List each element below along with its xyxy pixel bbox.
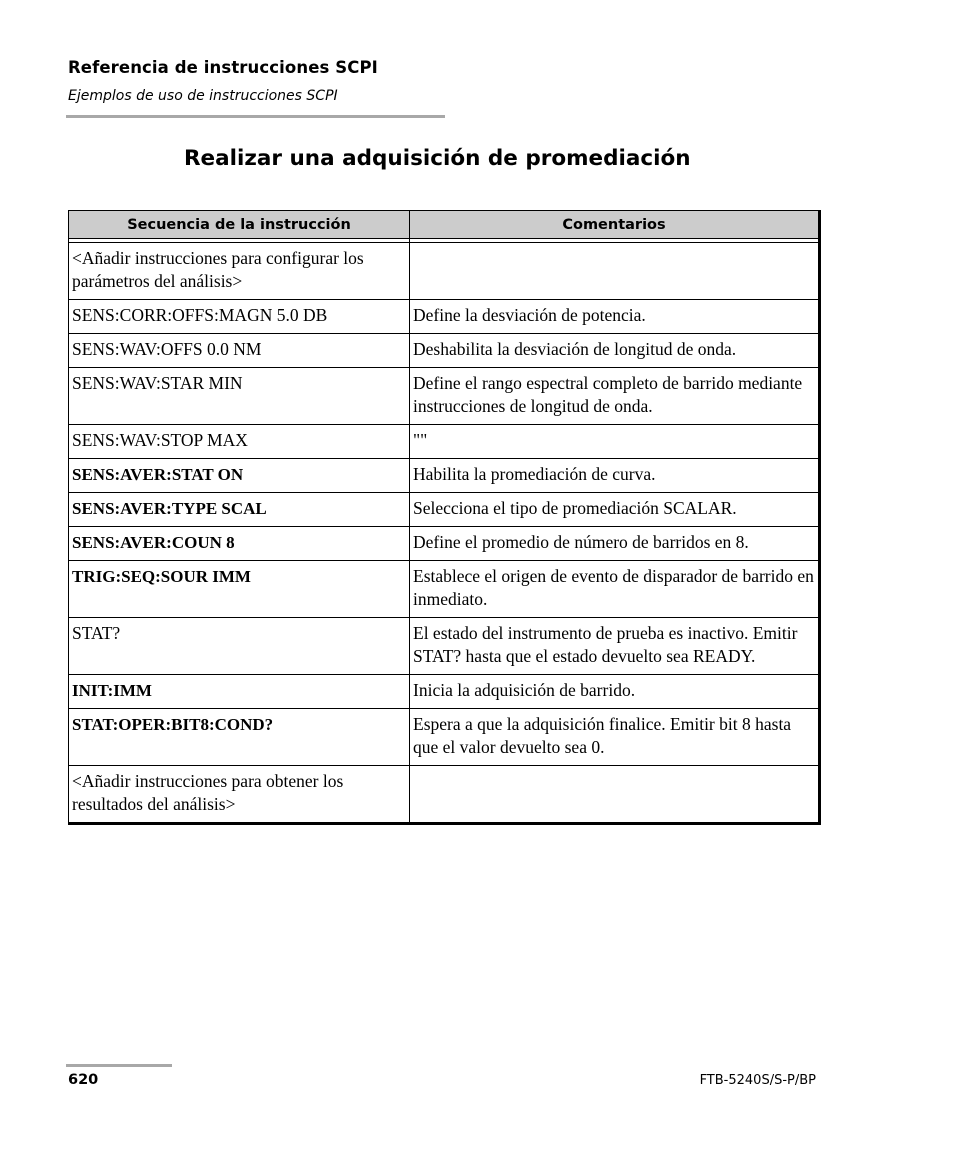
product-code: FTB-5240S/S-P/BP (699, 1073, 816, 1088)
table-row (69, 300, 820, 334)
column-header-comments: Comentarios (410, 211, 820, 239)
column-header-sequence: Secuencia de la instrucción (69, 211, 410, 239)
header-subtitle: Ejemplos de uso de instrucciones SCPI (68, 88, 338, 104)
comment-cell: Define la desviación de potencia. (410, 300, 820, 334)
comment-cell: Define el rango espectral completo de barrido mediante instrucciones de longitud de onda. (410, 368, 820, 425)
table-row (69, 334, 820, 368)
table-row (69, 766, 820, 824)
table-row (69, 459, 820, 493)
instruction-cell: <Añadir instrucciones para configurar los parámetros del análisis> (69, 243, 410, 300)
comment-cell (410, 766, 820, 824)
instruction-cell: STAT:OPER:BIT8:COND? (69, 709, 410, 766)
header-title: Referencia de instrucciones SCPI (68, 58, 378, 77)
footer-divider (66, 1064, 172, 1067)
instruction-cell: SENS:WAV:STOP MAX (69, 425, 410, 459)
table-row (69, 618, 820, 675)
comment-cell: Selecciona el tipo de promediación SCALAR. (410, 493, 820, 527)
table-row (69, 243, 820, 300)
table-row (69, 493, 820, 527)
table-header-row (69, 211, 820, 239)
table-row (69, 527, 820, 561)
instruction-table-container (68, 210, 819, 825)
header-divider (66, 115, 445, 118)
table-row (69, 368, 820, 425)
instruction-cell: TRIG:SEQ:SOUR IMM (69, 561, 410, 618)
page-number: 620 (68, 1072, 99, 1088)
instruction-table (68, 210, 821, 825)
instruction-cell: SENS:AVER:COUN 8 (69, 527, 410, 561)
instruction-cell: SENS:AVER:TYPE SCAL (69, 493, 410, 527)
instruction-cell: <Añadir instrucciones para obtener los resultados del análisis> (69, 766, 410, 824)
table-row (69, 561, 820, 618)
instruction-cell: SENS:CORR:OFFS:MAGN 5.0 DB (69, 300, 410, 334)
table-row (69, 675, 820, 709)
table-row (69, 425, 820, 459)
section-title: Realizar una adquisición de promediación (184, 146, 691, 171)
comment-cell: Define el promedio de número de barridos en 8. (410, 527, 820, 561)
instruction-cell: SENS:WAV:STAR MIN (69, 368, 410, 425)
instruction-cell: SENS:AVER:STAT ON (69, 459, 410, 493)
comment-cell: "" (410, 425, 820, 459)
table-row (69, 709, 820, 766)
instruction-cell: STAT? (69, 618, 410, 675)
comment-cell (410, 243, 820, 300)
instruction-cell: SENS:WAV:OFFS 0.0 NM (69, 334, 410, 368)
table-body (69, 239, 820, 824)
comment-cell: Establece el origen de evento de disparador de barrido en inmediato. (410, 561, 820, 618)
comment-cell: El estado del instrumento de prueba es inactivo. Emitir STAT? hasta que el estado devuelto sea READY. (410, 618, 820, 675)
instruction-cell: INIT:IMM (69, 675, 410, 709)
comment-cell: Espera a que la adquisición finalice. Emitir bit 8 hasta que el valor devuelto sea 0. (410, 709, 820, 766)
comment-cell: Deshabilita la desviación de longitud de onda. (410, 334, 820, 368)
comment-cell: Habilita la promediación de curva. (410, 459, 820, 493)
comment-cell: Inicia la adquisición de barrido. (410, 675, 820, 709)
